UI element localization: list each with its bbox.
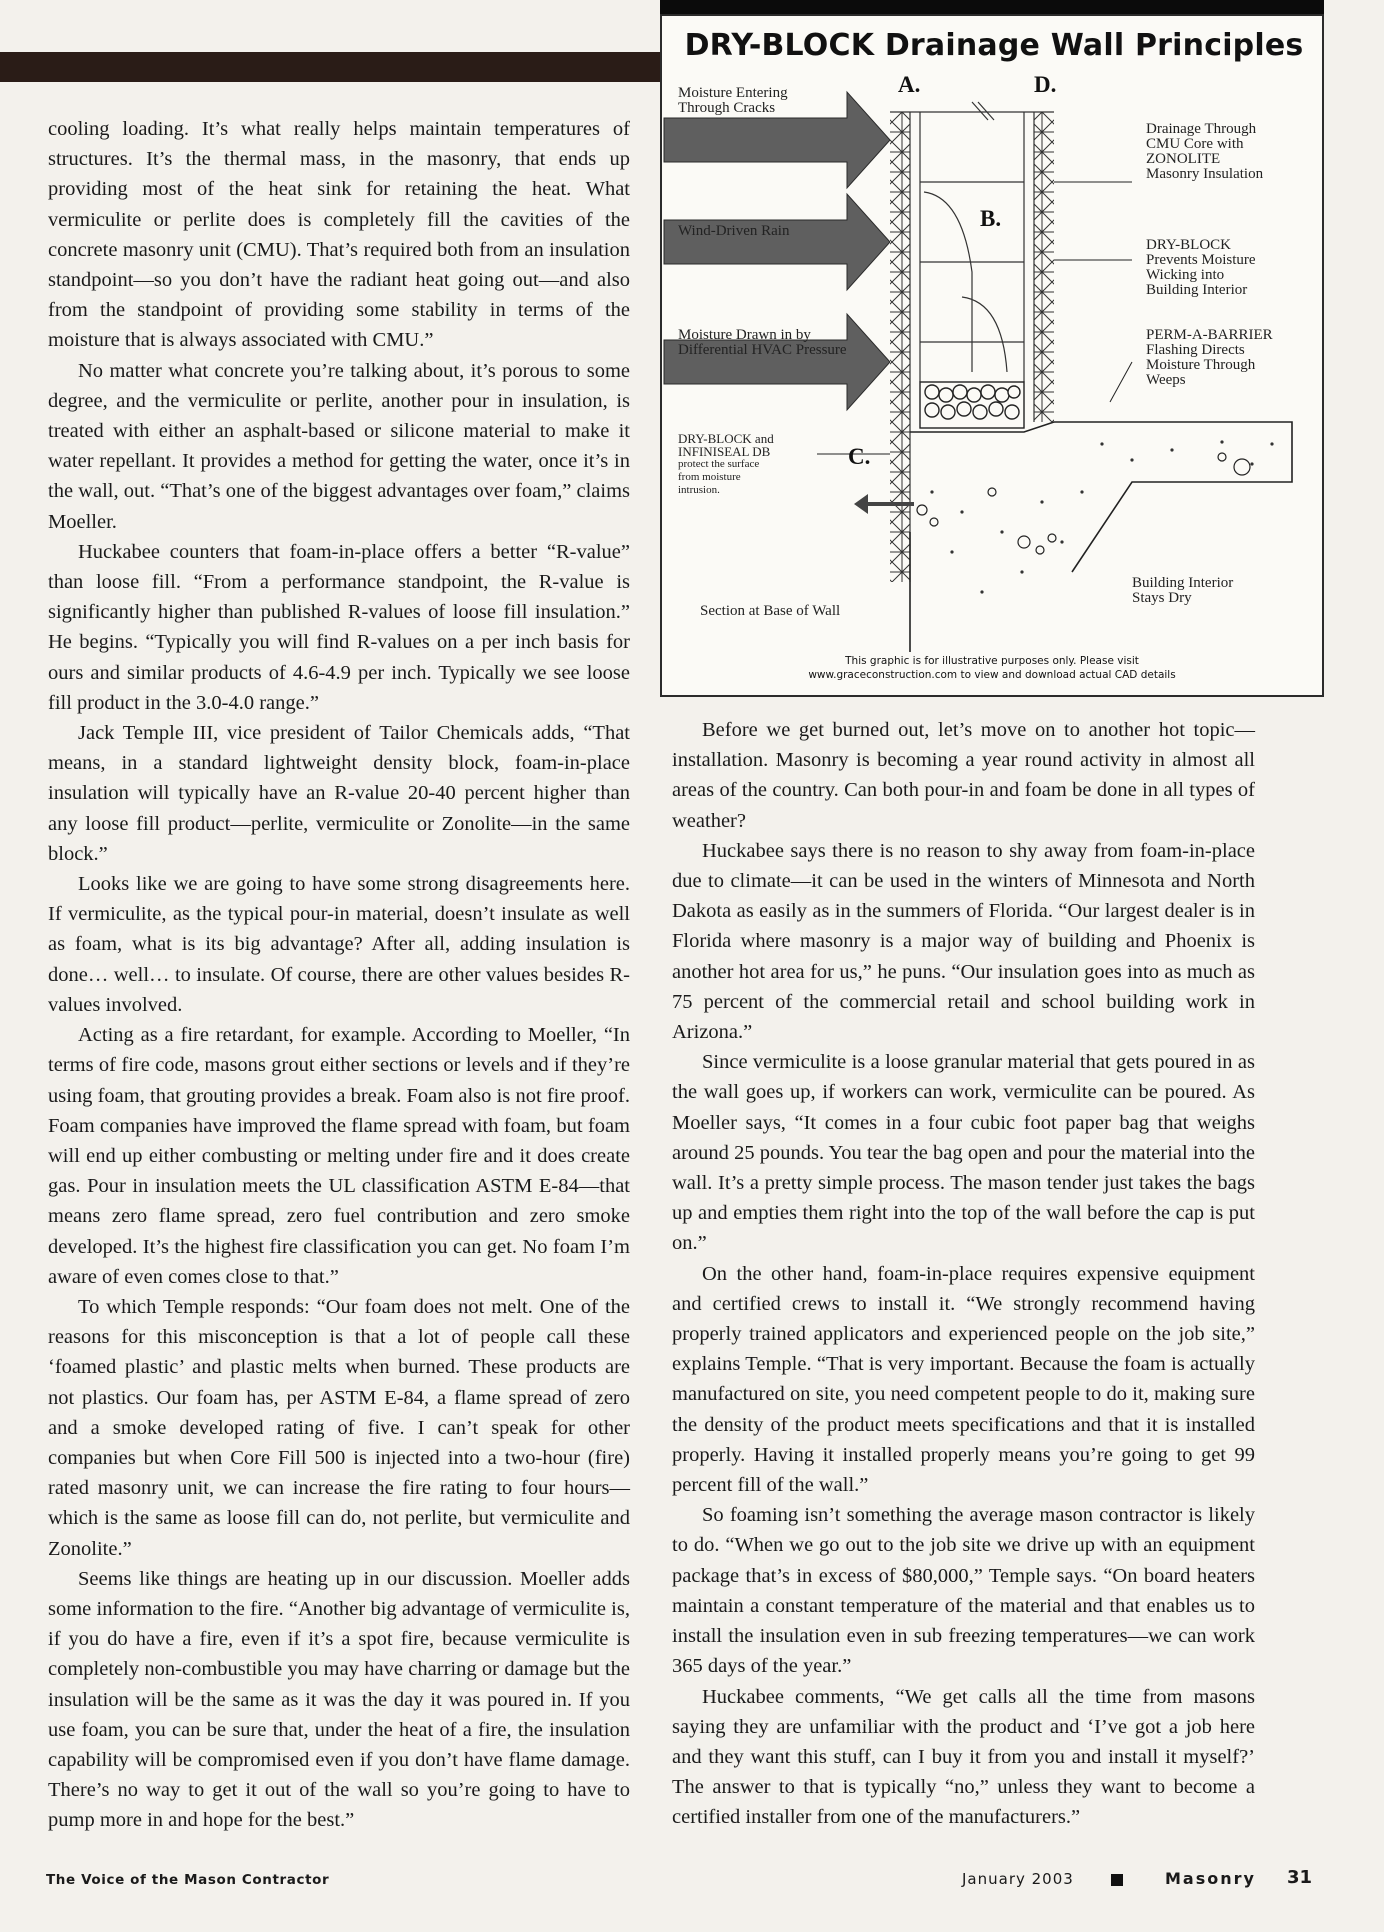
page-number: 31 <box>1287 1867 1313 1888</box>
wall-face-exterior <box>890 112 910 582</box>
label-letter-c: C. <box>848 444 871 469</box>
figure-title: DRY-BLOCK Drainage Wall Principles <box>684 28 1304 63</box>
label-moisture-entering: Moisture Entering Through Cracks <box>678 85 788 116</box>
label-dryblock-prevents: DRY-BLOCK Prevents Moisture Wicking into Building Interior <box>1146 237 1256 298</box>
paragraph: Seems like things are heating up in our discussion. Moeller adds some information to the fire. “Another big advantage of vermiculite is, if you do have a fire, even if it’s a spot fire, because vermiculite is completely non-combustible you may have charring or damage but the insulation will be the same as it was the day it was poured in. If you use foam, you can be sure that, under the heat of a fire, the insulation capability will be compromised even if you don’t have flame damage. There’s no way to get it out of the wall so you’re going to have to pump more in and hope for the best.” <box>48 1567 630 1832</box>
footer-tagline: The Voice of the Mason Contractor <box>46 1872 330 1888</box>
label-letter-b: B. <box>980 206 1002 231</box>
paragraph: Huckabee counters that foam-in-place offers a better “R-value” than loose fill. “From a performance standpoint, the R-value is significantly higher than published R-values of loose fill insulation.” He begins. “Typically you will find R-values on a per inch basis for ours and similar products of 4.6-4.9 per inch. Typically we see loose fill product in the 3.0-4.0 range.” <box>48 540 630 714</box>
footer-date: January 2003 <box>962 1870 1074 1888</box>
article-right-column <box>672 715 1255 1833</box>
header-bar <box>0 52 660 82</box>
arrow-wind-rain <box>664 194 890 290</box>
article-left-column <box>48 114 630 1836</box>
footer-magazine: Masonry <box>1165 1869 1256 1888</box>
paragraph: Acting as a fire retardant, for example. According to Moeller, “In terms of fire code, masons grout either sections or levels and if they’re using foam, that grouting provides a break. Foam also is not fire proof. Foam companies have improved the flame spread with foam, but foam will end up either combusting or melting under fire and it does create gas. Pour in insulation meets the UL classification ASTM E-84—that means zero flame spread, zero fuel contribution and zero smoke developed. It’s the highest fire classification you can get. No foam I’m aware of even comes close to that.” <box>48 1024 630 1288</box>
paragraph: Huckabee says there is no reason to shy away from foam-in-place due to climate—it can be used in the winters of Minnesota and North Dakota as easily as in the summers of Florida. “Our largest dealer is in Florida where masonry is a major way of building and Phoenix is another hot area for us,” he puns. “Our insulation goes into as much as 75 percent of the commercial retail and school building work in Arizona.” <box>672 839 1255 1044</box>
label-letter-a: A. <box>898 72 921 97</box>
figure-caption: This graphic is for illustrative purposes only. Please visit www.graceconstruction.com to view and download actual CAD details <box>808 655 1176 681</box>
label-section-base: Section at Base of Wall <box>700 603 841 619</box>
label-letter-d: D. <box>1034 72 1057 97</box>
paragraph: No matter what concrete you’re talking about, it’s porous to some degree, and the vermiculite or perlite, another pour in insulation, is treated with either an asphalt-based or silicone material to make it water repellant. It provides a method for getting the water, once it’s in the wall, out. “That’s one of the biggest advantages over foam,” claims Moeller. <box>48 359 630 533</box>
paragraph: Since vermiculite is a loose granular material that gets poured in as the wall goes up, if workers can work, vermiculite can be poured. As Moeller says, “It comes in a four cubic foot paper bag that weighs around 25 pounds. You tear the bag open and pour the material into the wall. It’s a pretty simple process. The mason tender just takes the bags up and empties them right into the top of the wall before the cap is put on.” <box>672 1051 1255 1255</box>
footer-separator-icon <box>1111 1874 1123 1886</box>
label-drainage: Drainage Through CMU Core with ZONOLITE Masonry Insulation <box>1146 121 1264 182</box>
cmu-core <box>890 102 1054 582</box>
label-moisture-drawn: Moisture Drawn in by Differential HVAC Pressure <box>678 327 847 358</box>
paragraph: Looks like we are going to have some strong disagreements here. If vermiculite, as the typical pour-in material, doesn’t insulate as well as foam, what is its big advantage? After all, adding insulation is done… well… to insulate. Of course, there are other values besides R-values involved. <box>48 873 630 1016</box>
wall-face-interior <box>1034 112 1054 422</box>
paragraph: So foaming isn’t something the average mason contractor is likely to do. “When we go out to the job site we drive up with an equipment package that’s in excess of $80,000,” Temple says. “On board heaters maintain a constant temperature of the material and that enables us to install the insulation even in sub freezing temperatures—we can work 365 days of the year.” <box>672 1504 1255 1678</box>
paragraph: To which Temple responds: “Our foam does not melt. One of the reasons for this misconception is that a lot of people call these ‘foamed plastic’ and plastic melts when burned. These products are not plastics. Our foam has, per ASTM E-84, a flame spread of zero and a smoke developed rating of five. I can’t speak for other companies but when Core Fill 500 is injected into a two-hour (fire) rated masonry unit, we can increase the fire rating to four hours—which is the same as loose fill can do, not perlite, but vermiculite and Zonolite.” <box>48 1295 630 1560</box>
gravel <box>920 382 1024 428</box>
moisture-arrows <box>664 92 890 410</box>
slab-footing <box>910 422 1292 652</box>
paragraph: Before we get burned out, let’s move on to another hot topic—installation. Masonry is becoming a year round activity in almost all areas of the country. Can both pour-in and foam be done in all types of weather? <box>672 719 1255 832</box>
label-interior-dry: Building Interior Stays Dry <box>1132 575 1234 606</box>
paragraph: Huckabee comments, “We get calls all the time from masons saying they are unfamiliar with the product and ‘I’ve got a job here and they want this stuff, can I buy it from you and install it myself?’ The answer to that is typically “no,” unless they want to become a certified installer from one of the manufacturers.” <box>672 1685 1255 1829</box>
drainage-wall-figure <box>660 14 1324 697</box>
label-wind-rain: Wind-Driven Rain <box>678 223 790 239</box>
label-dryblock-infiniseal: DRY-BLOCK and INFINISEAL DB protect the surface from moisture intrusion. <box>678 431 774 496</box>
paragraph: cooling loading. It’s what really helps maintain temperatures of structures. It’s the thermal mass, in the masonry, that ends up providing most of the heat sink for retaining the heat. What vermiculite or perlite does is completely fill the cavities of the concrete masonry unit (CMU). That’s required both from an insulation standpoint—so you don’t have the radiant heat going out—and also from the standpoint of providing some stability in terms of the moisture that is always associated with CMU.” <box>48 118 630 352</box>
label-perm-a-barrier: PERM-A-BARRIER Flashing Directs Moisture Through Weeps <box>1146 327 1273 388</box>
paragraph: On the other hand, foam-in-place requires expensive equipment and certified crews to install it. “We strongly recommend having properly trained applicators and experienced people on the job site,” explains Temple. “That is very important. Because the foam is actually manufactured on site, you need competent people to do it, making sure the density of the product meets specifications and that it is installed properly. Having it installed properly means you’re going to get 99 percent fill of the wall.” <box>672 1262 1255 1497</box>
paragraph: Jack Temple III, vice president of Tailor Chemicals adds, “That means, in a standard lightweight density block, foam-in-place insulation will typically have an R-value 20-40 percent higher than any loose fill product—perlite, vermiculite or Zonolite—in the same block.” <box>48 722 630 865</box>
concrete-aggregate <box>930 440 1273 593</box>
concrete-stones <box>917 453 1250 554</box>
